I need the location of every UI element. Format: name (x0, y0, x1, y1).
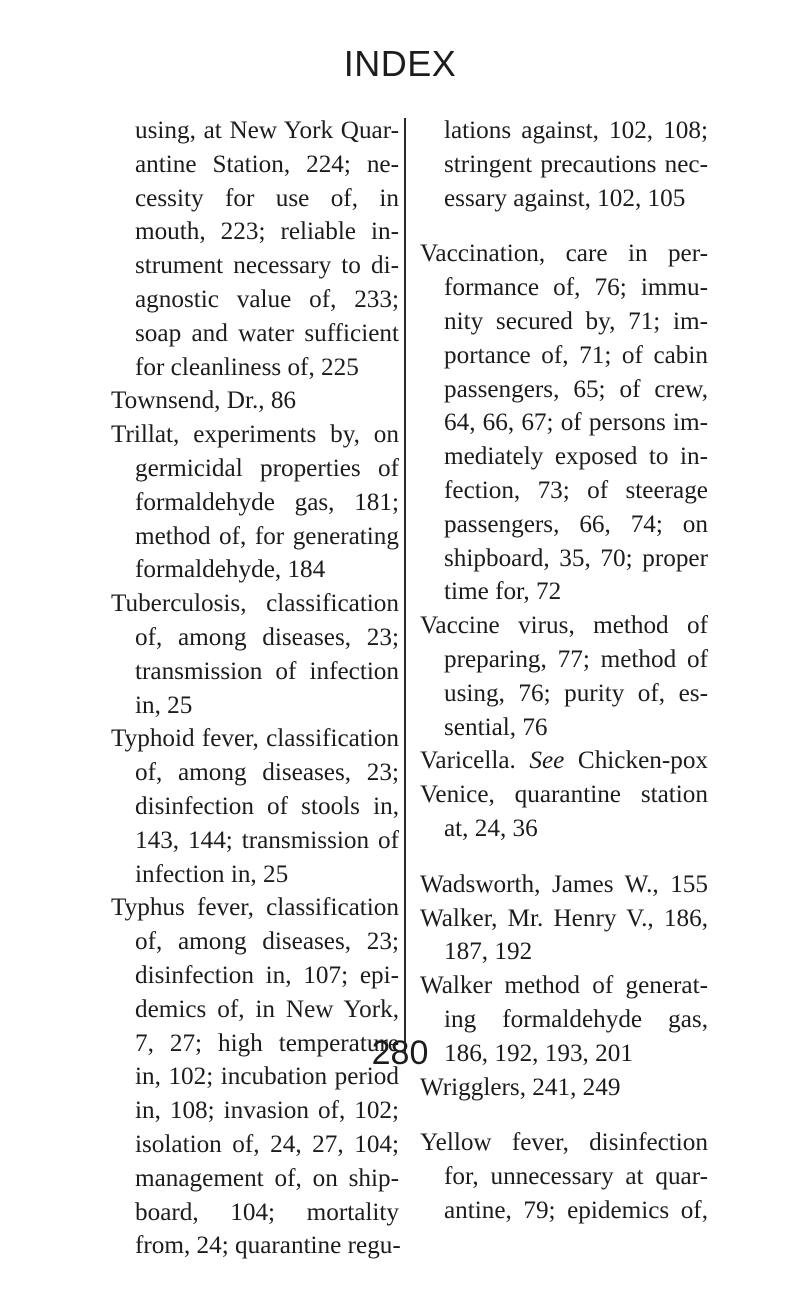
index-line: in, 102; incubation period (135, 1063, 399, 1091)
see-reference: See (529, 747, 565, 775)
index-line: infection in, 25 (135, 860, 289, 888)
index-entry-walker-method: Walker method of generat- (420, 972, 708, 1000)
index-entry-typhus-fever: Typhus fever, classification (111, 894, 399, 922)
index-entry-tuberculosis: Tuberculosis, classification (111, 590, 399, 618)
index-line: strument necessary to di- (135, 252, 399, 280)
index-line: essary against, 102, 105 (444, 184, 686, 212)
index-line: formance of, 76; immu- (444, 274, 708, 302)
index-line: ing formaldehyde gas, (444, 1005, 708, 1033)
index-line: mediately exposed to in- (444, 443, 708, 471)
page-number: 280 (371, 1034, 429, 1072)
index-entry-trillat: Trillat, experiments by, on (111, 421, 399, 449)
index-entry-vaccine-virus: Vaccine virus, method of (420, 612, 708, 640)
index-line: preparing, 77; method of (444, 645, 708, 673)
index-line: portance of, 71; of cabin (444, 341, 708, 369)
index-line: passengers, 66, 74; on (444, 510, 708, 538)
index-line: using, 76; purity of, es- (444, 679, 708, 707)
index-line: board, 104; mortality (135, 1198, 399, 1226)
index-entry-wrigglers: Wrigglers, 241, 249 (420, 1073, 621, 1101)
index-line: time for, 72 (444, 578, 562, 606)
index-line: shipboard, 35, 70; proper (444, 544, 708, 572)
index-line: cessity for use of, in (135, 184, 399, 212)
index-line: method of, for generating (135, 522, 399, 550)
index-entry-typhoid-fever: Typhoid fever, classification (111, 725, 399, 753)
index-line: management of, on ship- (135, 1164, 399, 1192)
index-entry-townsend: Townsend, Dr., 86 (111, 387, 297, 415)
index-line: lations against, 102, 108; (444, 117, 708, 144)
index-entry-walker-henry: Walker, Mr. Henry V., 186, (420, 904, 708, 932)
index-line: for cleanliness of, 225 (135, 353, 359, 381)
index-line: fection, 73; of steerage (444, 476, 708, 504)
index-line: 64, 66, 67; of persons im- (444, 409, 708, 437)
index-line: 143, 144; transmission of (135, 826, 399, 854)
index-line: transmission of infection (135, 657, 399, 685)
index-entry-wadsworth: Wadsworth, James W., 155 (420, 870, 708, 898)
cross-reference-target: Chicken-pox (577, 747, 709, 775)
index-line: isolation of, 24, 27, 104; (135, 1130, 399, 1158)
index-line: 186, 192, 193, 201 (444, 1039, 633, 1067)
index-entry-yellow-fever: Yellow fever, disinfection (420, 1129, 708, 1157)
index-line: passengers, 65; of crew, (444, 375, 708, 403)
index-line: germicidal properties of (135, 454, 399, 482)
index-line: at, 24, 36 (444, 814, 538, 842)
index-line: stringent precautions nec- (444, 150, 708, 178)
index-line: formaldehyde gas, 181; (135, 488, 399, 516)
column-divider (404, 118, 406, 1054)
index-line: sential, 76 (444, 713, 548, 741)
index-line: disinfection in, 107; epi- (135, 961, 399, 989)
index-line: antine Station, 224; ne- (135, 150, 399, 178)
index-entry-venice: Venice, quarantine station (420, 781, 708, 809)
index-line: in, 25 (135, 691, 193, 719)
index-line: disinfection of stools in, (135, 792, 399, 820)
index-entry-vaccination: Vaccination, care in per- (420, 240, 708, 268)
index-line: antine, 79; epidemics of, (444, 1196, 708, 1224)
index-line: of, among diseases, 23; (135, 928, 399, 956)
index-line: soap and water sufficient (135, 319, 399, 347)
varicella-term: Varicella. (420, 747, 516, 775)
index-line: in, 108; invasion of, 102; (135, 1097, 399, 1125)
index-line: demics of, in New York, (135, 995, 399, 1023)
index-entry-varicella (420, 744, 708, 778)
index-line: formaldehyde, 184 (135, 556, 326, 584)
index-line: using, at New York Quar- (135, 117, 399, 144)
index-line: 7, 27; high temperature (135, 1029, 399, 1057)
index-line: mouth, 223; reliable in- (135, 218, 399, 246)
index-line: of, among diseases, 23; (135, 759, 399, 787)
index-line: 187, 192 (444, 938, 533, 966)
index-line: of, among diseases, 23; (135, 623, 399, 651)
index-line: agnostic value of, 233; (135, 285, 399, 313)
index-line: for, unnecessary at quar- (444, 1163, 708, 1191)
index-line: nity secured by, 71; im- (444, 307, 708, 335)
page-title: INDEX (343, 43, 457, 84)
index-line: from, 24; quarantine regu- (135, 1232, 401, 1260)
index-column-left (111, 114, 399, 1263)
